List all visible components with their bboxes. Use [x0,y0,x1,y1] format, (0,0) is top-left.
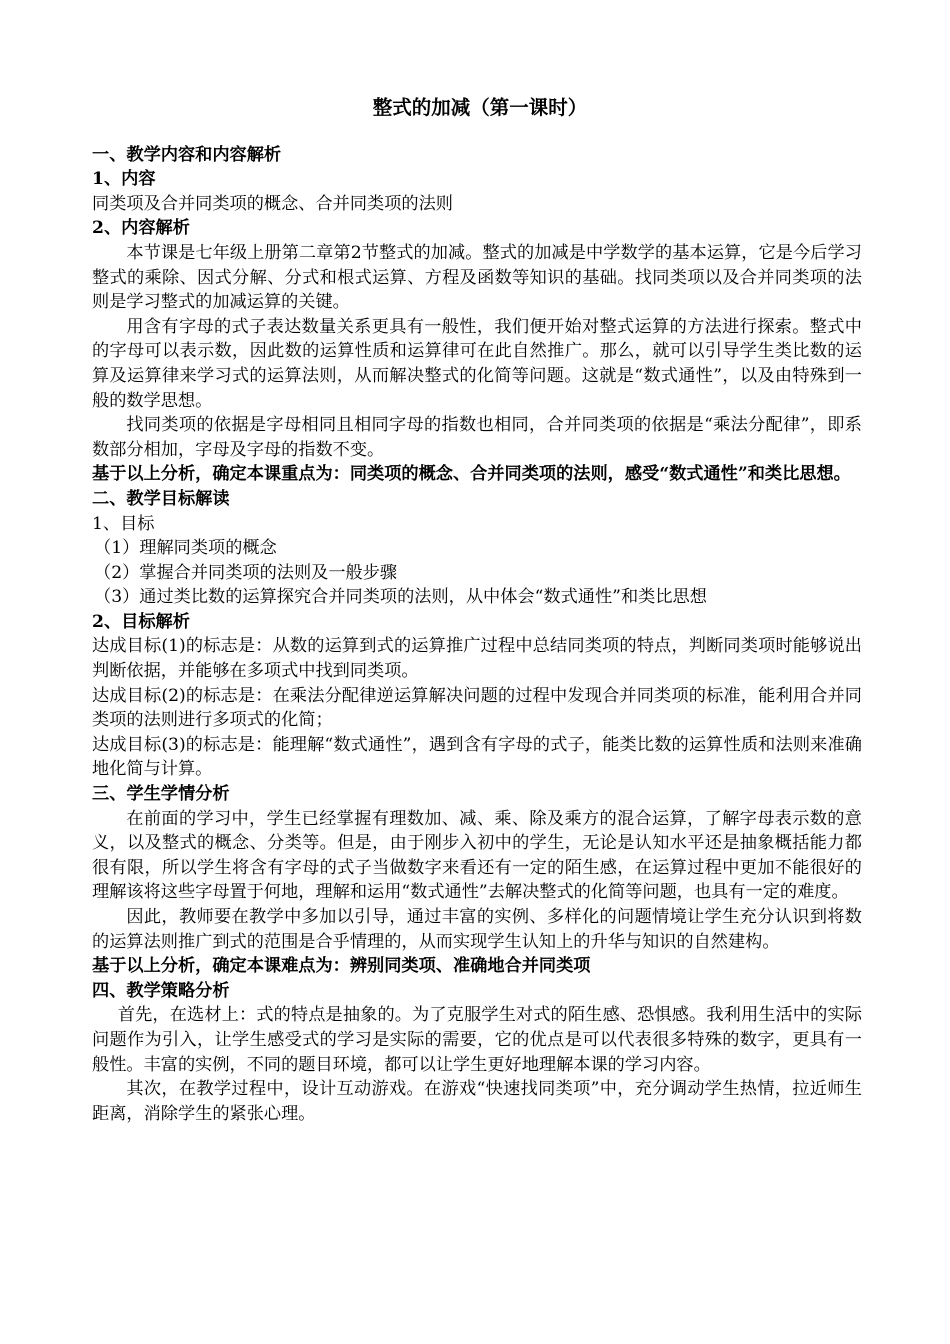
section-1-sub1-heading: 1、内容 [92,169,156,190]
goal-analysis-2: 达成目标(2)的标志是：在乘法分配律逆运算解决问题的过程中发现合并同类项的标准，能利用合并同类项的法则进行多项式的化简； [92,685,862,731]
goal-item-1: （1）理解同类项的概念 [94,538,277,559]
section-3-heading: 三、学生学情分析 [92,784,230,805]
section-1-sub2-heading: 2、内容解析 [92,218,190,239]
goal-item-2: （2）掌握合并同类项的法则及一般步骤 [94,562,398,583]
section-2-heading: 二、教学目标解读 [92,488,230,509]
section-3-paragraph-2: 因此，教师要在教学中多加以引导，通过丰富的实例、多样化的问题情境让学生充分认识到将数的运算法则推广到式的范围是合乎情理的，从而实现学生认知上的升华与知识的自然建构。 [92,907,862,952]
goal-analysis-1: 达成目标(1)的标志是：从数的运算到式的运算推广过程中总结同类项的特点，判断同类项时能够说出判断依据，并能够在多项式中找到同类项。 [92,636,862,682]
section-2-sub2-heading: 2、目标解析 [92,611,190,632]
section-3-paragraph-1: 在前面的学习中，学生已经掌握有理数加、减、乘、除及乘方的混合运算，了解字母表示数的意义，以及整式的概念、分类等。但是，由于刚步入初中的学生，无论是认知水平还是抽象概括能力都很有限，所以学生将含有字母的式子当做数字来看还有一定的陌生感，在运算过程中更加不能很好的理解该将这些字母置于何地，理解和运用“数式通性”去解决整式的化简等问题，也具有一定的难度。 [92,808,862,903]
section-1-paragraph-3: 找同类项的依据是字母相同且相同字母的指数也相同，合并同类项的依据是“乘法分配律”，即系数部分相加，字母及字母的指数不变。 [92,415,862,460]
goal-item-3: （3）通过类比数的运算探究合并同类项的法则，从中体会“数式通性”和类比思想 [94,587,707,608]
section-1-paragraph-2: 用含有字母的式子表达数量关系更具有一般性，我们便开始对整式运算的方法进行探索。整式中的字母可以表示数，因此数的运算性质和运算律可在此自然推广。那么，就可以引导学生类比数的运算及运算律来学习式的运算法则，从而解决整式的化简等问题。这就是“数式通性”，以及由特殊到一般的数学思想。 [92,316,862,411]
difficulty-statement: 基于以上分析，确定本课难点为：辨别同类项、准确地合并同类项 [92,956,591,977]
section-4-heading: 四、教学策略分析 [92,980,230,1001]
section-4-paragraph-1: 首先，在选材上：式的特点是抽象的。为了克服学生对式的陌生感、恐惧感。我利用生活中的实际问题作为引入，让学生感受式的学习是实际的需要，它的优点是可以代表很多特殊的数字，更具有一般性。丰富的实例，不同的题目环境，都可以让学生更好地理解本课的学习内容。 [92,1005,862,1075]
section-1-content-text: 同类项及合并同类项的概念、合并同类项的法则 [92,193,453,214]
document-body [92,96,862,1126]
section-1-heading: 一、教学内容和内容解析 [92,144,282,165]
key-point-statement: 基于以上分析，确定本课重点为：同类项的概念、合并同类项的法则，感受“数式通性”和类比思想。 [92,464,851,485]
section-4-paragraph-2: 其次，在教学过程中，设计互动游戏。在游戏“快速找同类项”中，充分调动学生热情，拉近师生距离，消除学生的紧张心理。 [92,1079,862,1124]
section-2-sub1-heading: 1、目标 [92,513,155,534]
goal-analysis-3: 达成目标(3)的标志是：能理解“数式通性”，遇到含有字母的式子，能类比数的运算性质和法则来准确地化简与计算。 [92,734,862,780]
document-title: 整式的加减（第一课时） [372,96,588,119]
section-1-paragraph-1: 本节课是七年级上册第二章第2节整式的加减。整式的加减是中学数学的基本运算，它是今后学习整式的乘除、因式分解、分式和根式运算、方程及函数等知识的基础。找同类项以及合并同类项的法则是学习整式的加减运算的关键。 [92,242,862,313]
